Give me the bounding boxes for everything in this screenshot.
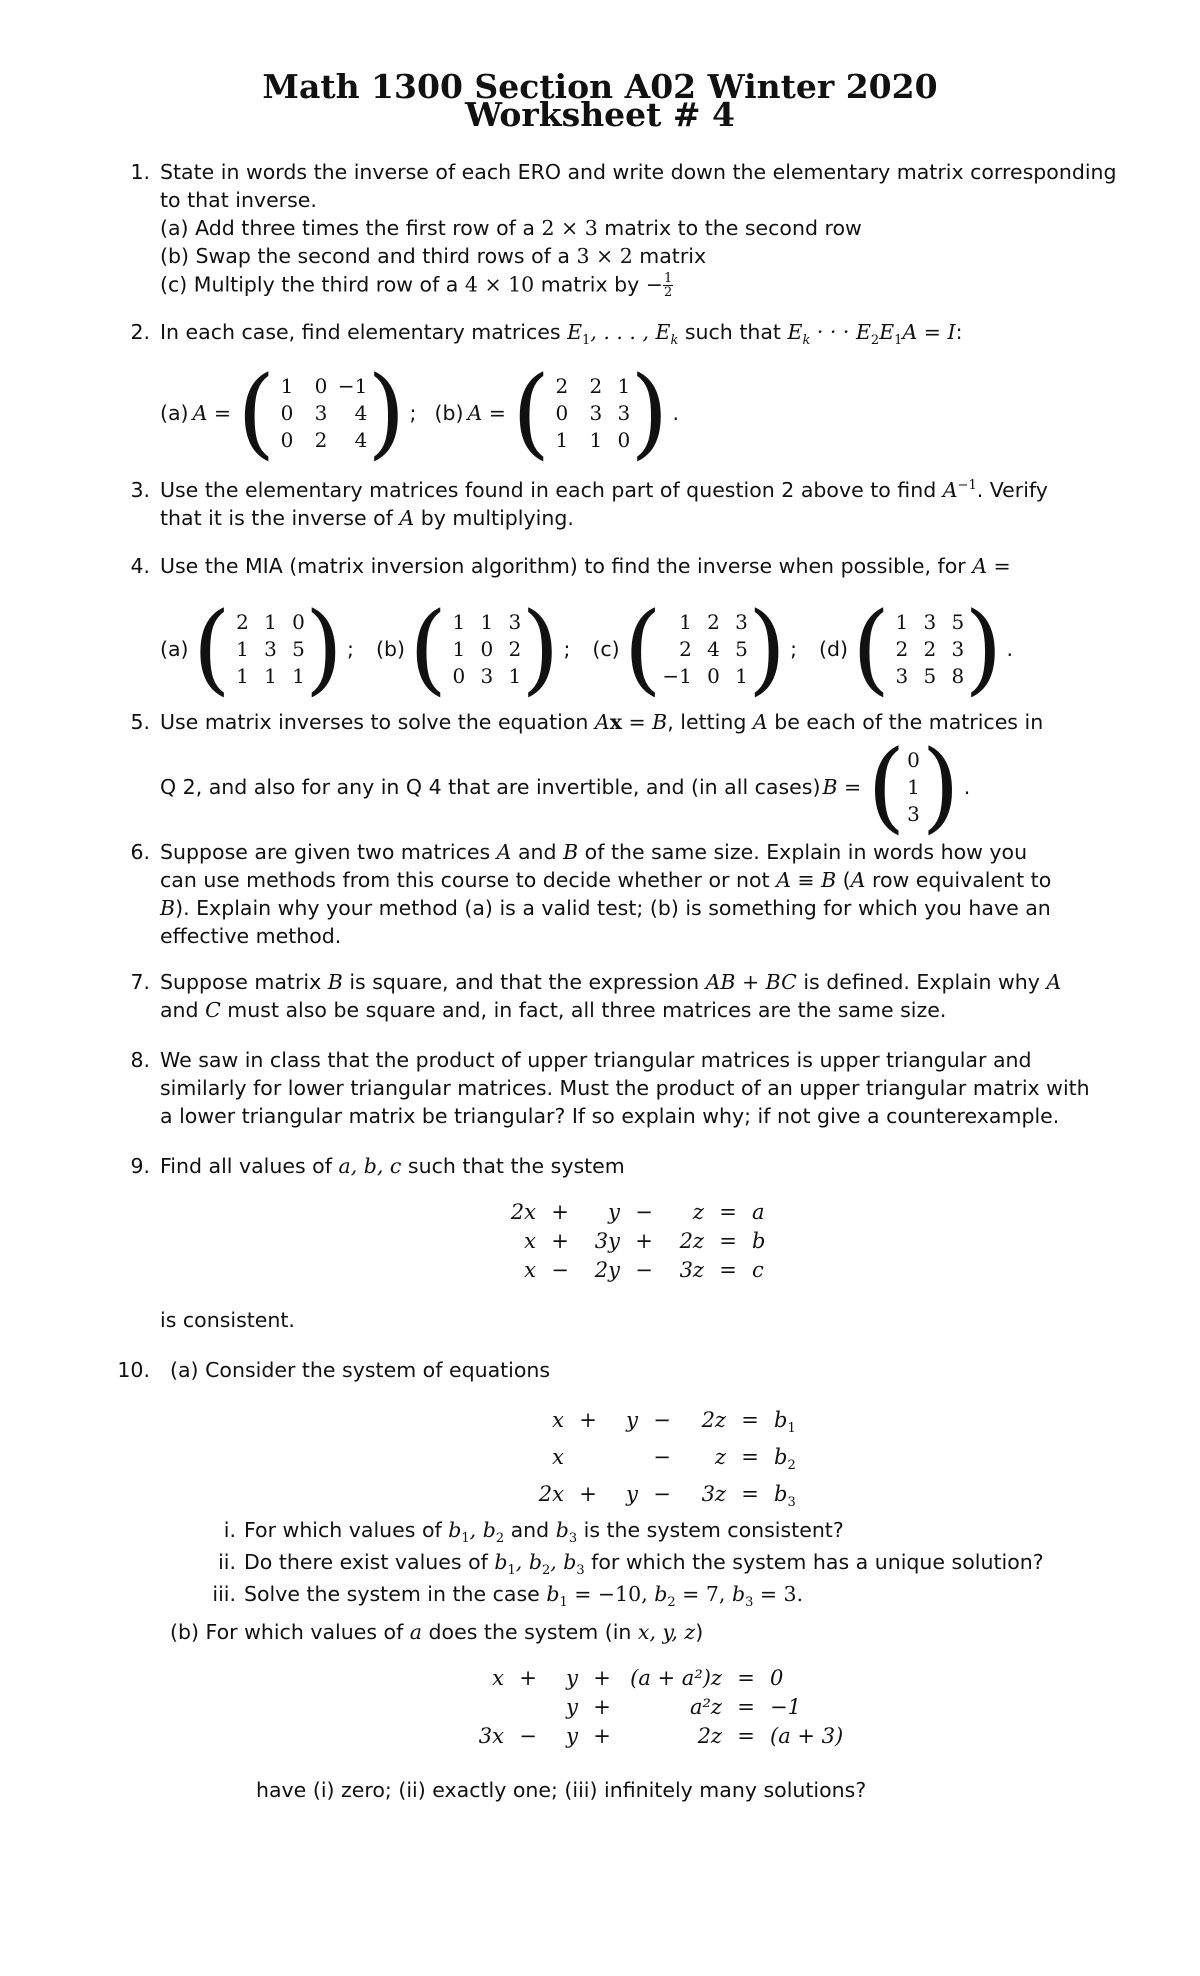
sub-question-b: (b) For which values of a does the system (in x, y, z) [170, 1620, 704, 1644]
matrix-entry: 2 [895, 636, 909, 661]
matrix-entry: 3 [508, 609, 522, 634]
equation-term: 3x [478, 1724, 504, 1748]
matrix-entry: 2 [679, 636, 692, 661]
matrix-label: (c) [592, 637, 620, 661]
matrix-entry: 5 [923, 663, 937, 688]
matrix-entry: 1 [264, 609, 277, 634]
question-number: 10. [117, 1358, 150, 1382]
worksheet-subtitle: Worksheet # 4 [464, 95, 736, 134]
equation-term: 3z [679, 1258, 704, 1282]
separator: ; [563, 637, 571, 661]
equation-term: = [719, 1258, 737, 1282]
sub-item-ii: ii. Do there exist values of $b_1$, $b_2$, $b_3$ for which the system has a unique solution? [218, 1550, 1044, 1579]
equation-term: $b_2$ [774, 1445, 796, 1474]
equation-term: x [524, 1229, 536, 1253]
equation-term: 2x [538, 1482, 564, 1507]
separator: ; [790, 637, 798, 661]
matrix-entry: 1 [679, 609, 692, 634]
matrix-entry: −1 [662, 663, 692, 688]
question-text: Use the elementary matrices found in each part of question 2 above to find $A^{-1}$. Verify [160, 478, 1048, 502]
equation-term: a²z [689, 1695, 722, 1719]
matrix-entry: 3 [264, 636, 277, 661]
equation-term: = [741, 1445, 759, 1470]
matrix-entry: 0 [292, 609, 305, 634]
equation-term: − [653, 1482, 671, 1507]
matrix-label: (b) [375, 637, 405, 661]
equation-term: − [653, 1408, 671, 1432]
question-text: a lower triangular matrix be triangular? If so explain why; if not give a counterexample. [160, 1104, 1060, 1128]
question-number: 7. [130, 970, 150, 994]
matrix: ( 1 1 3 1 0 2 0 3 1 ) [408, 592, 560, 706]
matrix-entry: 1 [480, 609, 494, 634]
question-number: 1. [130, 160, 150, 184]
fraction: $\frac{1}{2}$ [663, 271, 673, 300]
matrix-entry: 1 [589, 427, 603, 452]
equation-term: x [524, 1258, 536, 1282]
question-text: Find all values of a, b, c such that the system [160, 1154, 625, 1178]
question-text: Use matrix inverses to solve the equation Ax = B, letting A be each of the matrices in [160, 710, 1044, 734]
matrix-entry: 8 [951, 663, 965, 688]
question-text: have (i) zero; (ii) exactly one; (iii) infinitely many solutions? [256, 1778, 867, 1802]
matrix-entry: 3 [951, 636, 965, 661]
equation-term: x [492, 1666, 504, 1690]
question-number: 8. [130, 1048, 150, 1072]
equation-term: + [519, 1666, 537, 1690]
matrix-entry: 1 [236, 663, 249, 688]
equation-term: z [692, 1200, 704, 1224]
equation-term: x [552, 1408, 564, 1432]
matrix-entry: 1 [452, 636, 466, 661]
equation-term: 3y [594, 1229, 620, 1253]
separator: ; [347, 637, 354, 661]
matrix-entry: 1 [508, 663, 522, 688]
equation-term: 0 [770, 1666, 784, 1690]
equation-term: 2z [697, 1724, 722, 1748]
question-text: Suppose matrix B is square, and that the expression AB + BC is defined. Explain why A [160, 970, 1062, 994]
matrices-row [160, 592, 1014, 706]
question-text: We saw in class that the product of upper triangular matrices is upper triangular and [160, 1048, 1032, 1072]
sub-question-b: (b) Swap the second and third rows of a 3 × 2 matrix [160, 244, 707, 268]
equation-term: y [566, 1666, 578, 1690]
question-text: can use methods from this course to decide whether or not A ≡ B (A row equivalent to [160, 868, 1052, 892]
equation-term: b [752, 1229, 766, 1253]
equation-term: + [579, 1482, 597, 1507]
separator: . [1006, 637, 1014, 661]
matrix: ( 2 1 0 1 3 5 1 1 1 ) [192, 592, 344, 706]
equation-term: + [551, 1200, 569, 1224]
matrix-entry: 3 [589, 400, 603, 425]
matrices-row: (a) A = ( 1 0 −1 0 3 4 0 2 4 ) ; (b) A = ( 2 2 1 0 3 3 1 1 0 ) . [160, 356, 679, 470]
equation-term: = [741, 1482, 759, 1507]
worksheet-title: Math 1300 Section A02 Winter 2020 [262, 67, 938, 106]
matrix-entry: 1 [907, 774, 920, 799]
equation-term: = [737, 1666, 755, 1690]
equation-term: x [552, 1445, 564, 1470]
equation-term: + [635, 1229, 653, 1253]
matrix-entry: 3 [735, 609, 748, 634]
question-text: Suppose are given two matrices A and B of the same size. Explain in words how you [160, 840, 1028, 864]
equation-term: − [653, 1445, 671, 1470]
equation-term: = [719, 1200, 737, 1224]
equation-term: y [608, 1200, 620, 1224]
equation-term: + [593, 1695, 611, 1719]
matrix-entry: 0 [280, 427, 294, 452]
matrix-entry: 1 [895, 609, 909, 634]
sub-question-a: (a) Add three times the first row of a 2 × 3 matrix to the second row [160, 216, 862, 240]
equation-term [578, 1443, 598, 1480]
matrix-entry: 3 [923, 609, 937, 634]
matrix-entry: 0 [452, 663, 466, 688]
matrix-entry: 4 [354, 427, 368, 452]
equation-term: − [519, 1724, 537, 1748]
matrix-entry: 2 [923, 636, 937, 661]
matrix-entry: 1 [236, 636, 249, 661]
matrix-entry: 1 [617, 373, 631, 398]
question-number: 9. [130, 1154, 150, 1178]
question-number: 4. [130, 554, 150, 578]
matrix-a: ( 1 0 −1 0 3 4 0 2 4 ) [237, 356, 406, 470]
matrix-entry: 5 [292, 636, 305, 661]
matrix-entry: −1 [337, 373, 368, 398]
matrix-entry: 3 [895, 663, 909, 688]
equation-term: (a + 3) [770, 1724, 844, 1748]
equation-term: y [566, 1724, 578, 1748]
equation-term: y [626, 1408, 638, 1432]
matrix-entry: 4 [354, 400, 368, 425]
matrix-entry: 3 [314, 400, 328, 425]
question-text: B). Explain why your method (a) is a valid test; (b) is something for which you have an [160, 896, 1051, 920]
equation-term: = [737, 1695, 755, 1719]
question-number: 6. [130, 840, 150, 864]
equation-term: = [737, 1724, 755, 1748]
vector-b: ( 0 1 3 ) [867, 730, 960, 844]
question-text: effective method. [160, 924, 342, 948]
equation-term: a [752, 1200, 765, 1224]
equation-system-a [530, 1406, 806, 1518]
matrix-entry: 0 [480, 636, 494, 661]
matrix-entry: 2 [314, 427, 328, 452]
question-text: to that inverse. [160, 188, 317, 212]
matrix-entry: 4 [707, 636, 720, 661]
sub-question-c: (c) Multiply the third row of a 4 × 10 matrix by − $\frac{1}{2}$ [160, 271, 673, 300]
matrix-entry: 3 [480, 663, 494, 688]
matrix-entry: 1 [555, 427, 569, 452]
matrix-entry: 2 [236, 609, 249, 634]
equation-term: − [551, 1258, 569, 1282]
sub-item-iii: iii. Solve the system in the case $b_1 = -10$, $b_2 = 7$, $b_3 = 3$. [212, 1582, 804, 1611]
question-text: is consistent. [160, 1308, 295, 1332]
question-text: that it is the inverse of A by multiplying. [160, 506, 574, 530]
matrix-entry: 1 [292, 663, 305, 688]
matrix-entry: 0 [555, 400, 569, 425]
equation-term: (a + a²)z [630, 1666, 722, 1690]
equation-term: + [579, 1408, 597, 1432]
equation-term: − [635, 1258, 653, 1282]
matrix-entry: 2 [707, 609, 720, 634]
matrix-entry: 0 [617, 427, 631, 452]
matrix-entry: 0 [314, 373, 328, 398]
matrix-entry: 2 [555, 373, 569, 398]
equation-term [612, 1443, 638, 1480]
matrix-entry: 3 [617, 400, 631, 425]
matrix-entry: 1 [264, 663, 277, 688]
equation-term: $b_1$ [774, 1408, 796, 1437]
question-text: State in words the inverse of each ERO and write down the elementary matrix corresponding [160, 160, 1117, 184]
question-number: 3. [130, 478, 150, 502]
matrix-entry: 0 [707, 663, 720, 688]
matrix-entry: 5 [735, 636, 748, 661]
equation-term: 2z [701, 1408, 726, 1432]
equation-term: = [719, 1229, 737, 1253]
equation-term: + [593, 1666, 611, 1690]
question-text: Use the MIA (matrix inversion algorithm) to find the inverse when possible, for A = [160, 554, 1011, 578]
matrix-entry: 3 [907, 801, 920, 826]
question-text: Q 2, and also for any in Q 4 that are invertible, and (in all cases) B = ( 0 1 3 ) . [160, 730, 971, 844]
equation-term: + [593, 1724, 611, 1748]
question-text: In each case, find elementary matrices $E_1$, . . . , $E_k$ such that $E_k$ · · · $E_2E_1A = I$: [160, 320, 963, 349]
equation-term: y [566, 1695, 578, 1719]
equation-term: z [714, 1445, 726, 1470]
question-text: similarly for lower triangular matrices. Must the product of an upper triangular matrix with [160, 1076, 1090, 1100]
sub-question-a: (a) Consider the system of equations [170, 1358, 551, 1382]
equation-term: $b_3$ [774, 1482, 796, 1511]
question-number: 2. [130, 320, 150, 344]
question-text: and C must also be square and, in fact, all three matrices are the same size. [160, 998, 947, 1022]
sub-item-i: i. For which values of $b_1$, $b_2$ and $b_3$ is the system consistent? [223, 1518, 844, 1547]
equation-term: 2x [510, 1200, 536, 1224]
equation-term: 2z [679, 1229, 704, 1253]
matrix-entry: 1 [452, 609, 466, 634]
matrix-label: (a) [160, 637, 189, 661]
equation-system [502, 1198, 776, 1285]
equation-term: − [635, 1200, 653, 1224]
matrix-entry: 1 [280, 373, 294, 398]
equation-term: c [752, 1258, 764, 1282]
matrix: ( 1 3 5 2 2 3 3 5 8 ) [852, 592, 1003, 706]
matrix-entry: 0 [907, 747, 920, 772]
matrix-entry: 0 [280, 400, 294, 425]
equation-term: 2y [594, 1258, 620, 1282]
matrix-entry: 2 [508, 636, 522, 661]
equation-term: + [551, 1229, 569, 1253]
matrix: ( 1 2 3 2 4 5 −1 0 1 ) [623, 592, 787, 706]
matrix-entry: 5 [951, 609, 965, 634]
matrix-entry: 2 [589, 373, 603, 398]
equation-term: y [626, 1482, 638, 1507]
matrix-label: (d) [819, 637, 849, 661]
equation-term: 3z [701, 1482, 726, 1507]
equation-system-b [470, 1664, 866, 1751]
question-number: 5. [130, 710, 150, 734]
matrix-entry: 1 [735, 663, 748, 688]
equation-term: −1 [770, 1695, 801, 1719]
equation-term [470, 1693, 504, 1722]
matrix-b: ( 2 2 1 0 3 3 1 1 0 ) [511, 356, 669, 470]
equation-term: = [741, 1408, 759, 1432]
equation-term [518, 1693, 538, 1722]
